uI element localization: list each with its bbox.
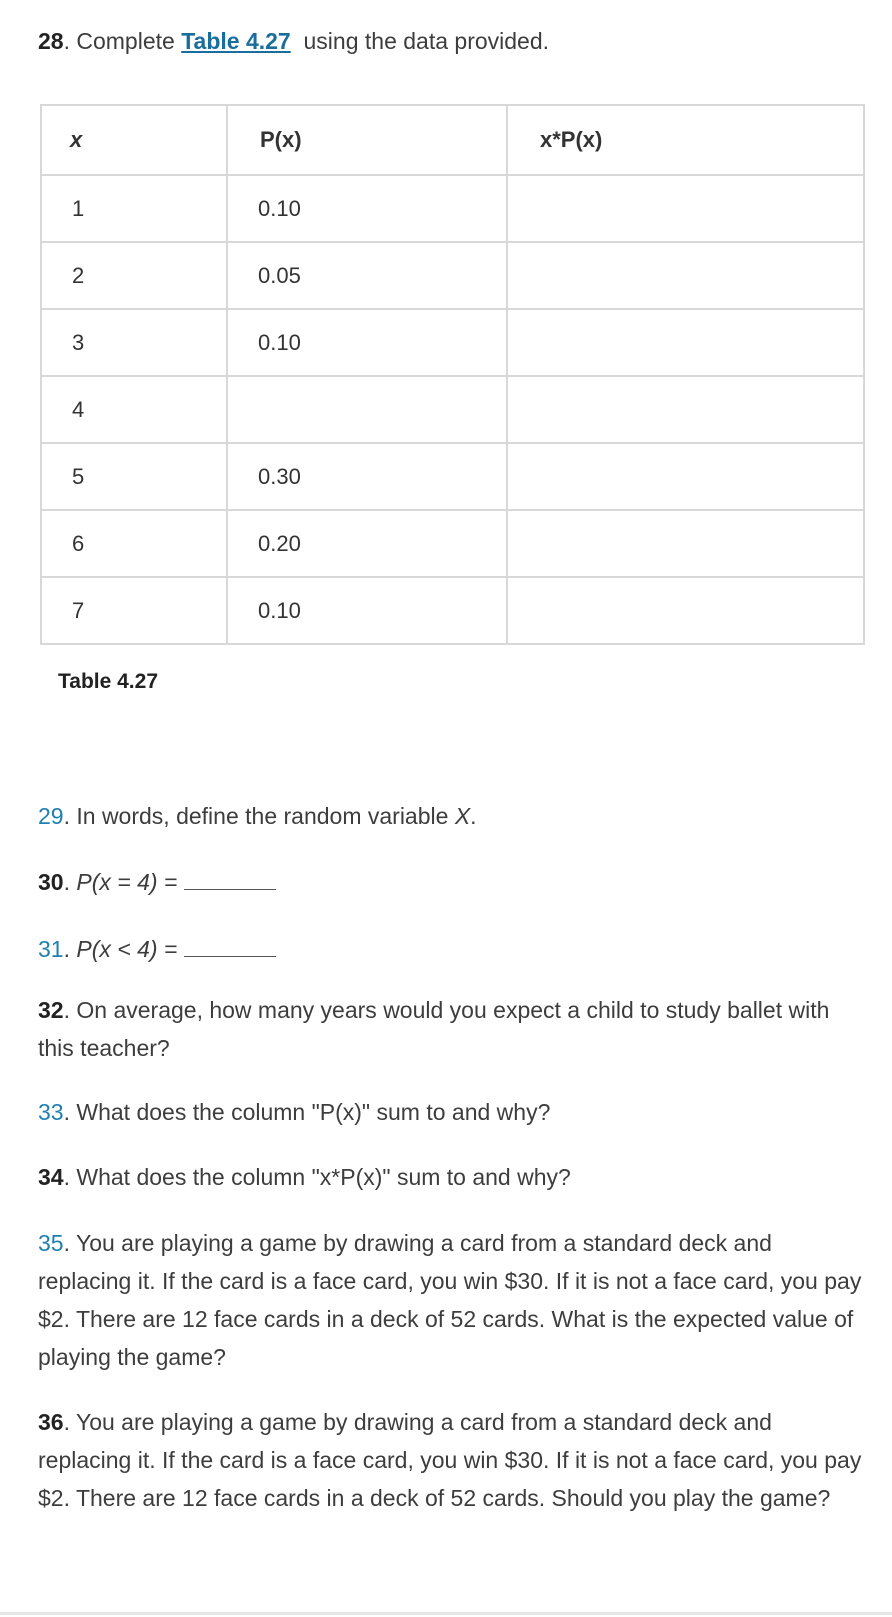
- cell-x: 1: [41, 175, 227, 242]
- question-text: In words, define the random variable: [76, 803, 449, 829]
- table-row: [41, 577, 864, 644]
- question-text: Complete: [76, 28, 175, 54]
- probability-expression: P(x = 4) =: [76, 869, 178, 895]
- bottom-divider: [0, 1612, 892, 1615]
- question-29: 29. In words, define the random variable X.: [38, 803, 477, 829]
- cell-px: 0.30: [227, 443, 507, 510]
- cell-x: 2: [41, 242, 227, 309]
- question-text: You are playing a game by drawing a card from a standard deck and replacing it. If the card is a face card, you win $30. If it is not a face card, you pay $2. There are 12 face cards in a deck of 52 cards. What is the expected value of playing the game?: [38, 1230, 862, 1370]
- cell-x: 5: [41, 443, 227, 510]
- cell-xpx: [507, 443, 864, 510]
- question-number: 28: [38, 28, 64, 54]
- header-px: P(x): [227, 105, 507, 175]
- table-row: [41, 242, 864, 309]
- question-number: 31: [38, 936, 64, 962]
- cell-px: 0.10: [227, 175, 507, 242]
- table-caption: Table 4.27: [58, 670, 158, 693]
- variable-x: X: [454, 803, 471, 829]
- question-31: 31. P(x < 4) =: [38, 930, 868, 968]
- question-number: 29: [38, 803, 64, 829]
- question-number: 30: [38, 869, 64, 895]
- header-x: x: [41, 105, 227, 175]
- question-text-tail: .: [470, 803, 477, 829]
- cell-px: 0.05: [227, 242, 507, 309]
- question-number: 32: [38, 997, 64, 1023]
- question-text: You are playing a game by drawing a card from a standard deck and replacing it. If the card is a face card, you win $30. If it is not a face card, you pay $2. There are 12 face cards in a deck of 52 cards. Should you play the game?: [38, 1409, 862, 1511]
- table-4-27-link[interactable]: Table 4.27: [181, 28, 291, 54]
- question-28: 28. Complete Table 4.27 using the data provided.: [38, 28, 550, 54]
- cell-x: 3: [41, 309, 227, 376]
- cell-xpx: [507, 510, 864, 577]
- header-xpx: x*P(x): [507, 105, 864, 175]
- cell-px: 0.10: [227, 577, 507, 644]
- cell-x: 4: [41, 376, 227, 443]
- question-number: 34: [38, 1164, 64, 1190]
- question-34: 34. What does the column "x*P(x)" sum to and why?: [38, 1164, 571, 1190]
- cell-xpx: [507, 175, 864, 242]
- question-32: 32. On average, how many years would you expect a child to study ballet with this teacher?: [38, 997, 830, 1061]
- cell-px: [227, 376, 507, 443]
- question-36: 36. You are playing a game by drawing a card from a standard deck and replacing it. If the card is a face card, you win $30. If it is not a face card, you pay $2. There are 12 face cards in a deck of 52 cards. Should you play the game?: [38, 1409, 862, 1511]
- table-header-row: [41, 105, 864, 175]
- table-row: [41, 510, 864, 577]
- table-row: [41, 443, 864, 510]
- answer-blank[interactable]: [184, 869, 276, 890]
- table-row: [41, 309, 864, 376]
- cell-xpx: [507, 309, 864, 376]
- cell-xpx: [507, 577, 864, 644]
- table-row: [41, 376, 864, 443]
- question-text: On average, how many years would you expect a child to study ballet with this teacher?: [38, 997, 830, 1061]
- answer-blank[interactable]: [184, 936, 276, 957]
- cell-x: 6: [41, 510, 227, 577]
- question-number: 36: [38, 1409, 64, 1435]
- probability-table: [40, 104, 865, 645]
- question-35: 35. You are playing a game by drawing a card from a standard deck and replacing it. If the card is a face card, you win $30. If it is not a face card, you pay $2. There are 12 face cards in a deck of 52 cards. What is the expected value of playing the game?: [38, 1230, 862, 1370]
- cell-x: 7: [41, 577, 227, 644]
- cell-xpx: [507, 242, 864, 309]
- probability-expression: P(x < 4) =: [76, 936, 178, 962]
- cell-px: 0.10: [227, 309, 507, 376]
- question-text-tail: using the data provided.: [303, 28, 550, 54]
- question-33: 33. What does the column "P(x)" sum to and why?: [38, 1099, 551, 1125]
- question-30: 30. P(x = 4) =: [38, 863, 868, 901]
- cell-xpx: [507, 376, 864, 443]
- table-row: [41, 175, 864, 242]
- question-text: What does the column "P(x)" sum to and why?: [76, 1099, 551, 1125]
- question-text: What does the column "x*P(x)" sum to and why?: [76, 1164, 571, 1190]
- question-number: 33: [38, 1099, 64, 1125]
- cell-px: 0.20: [227, 510, 507, 577]
- question-number: 35: [38, 1230, 64, 1256]
